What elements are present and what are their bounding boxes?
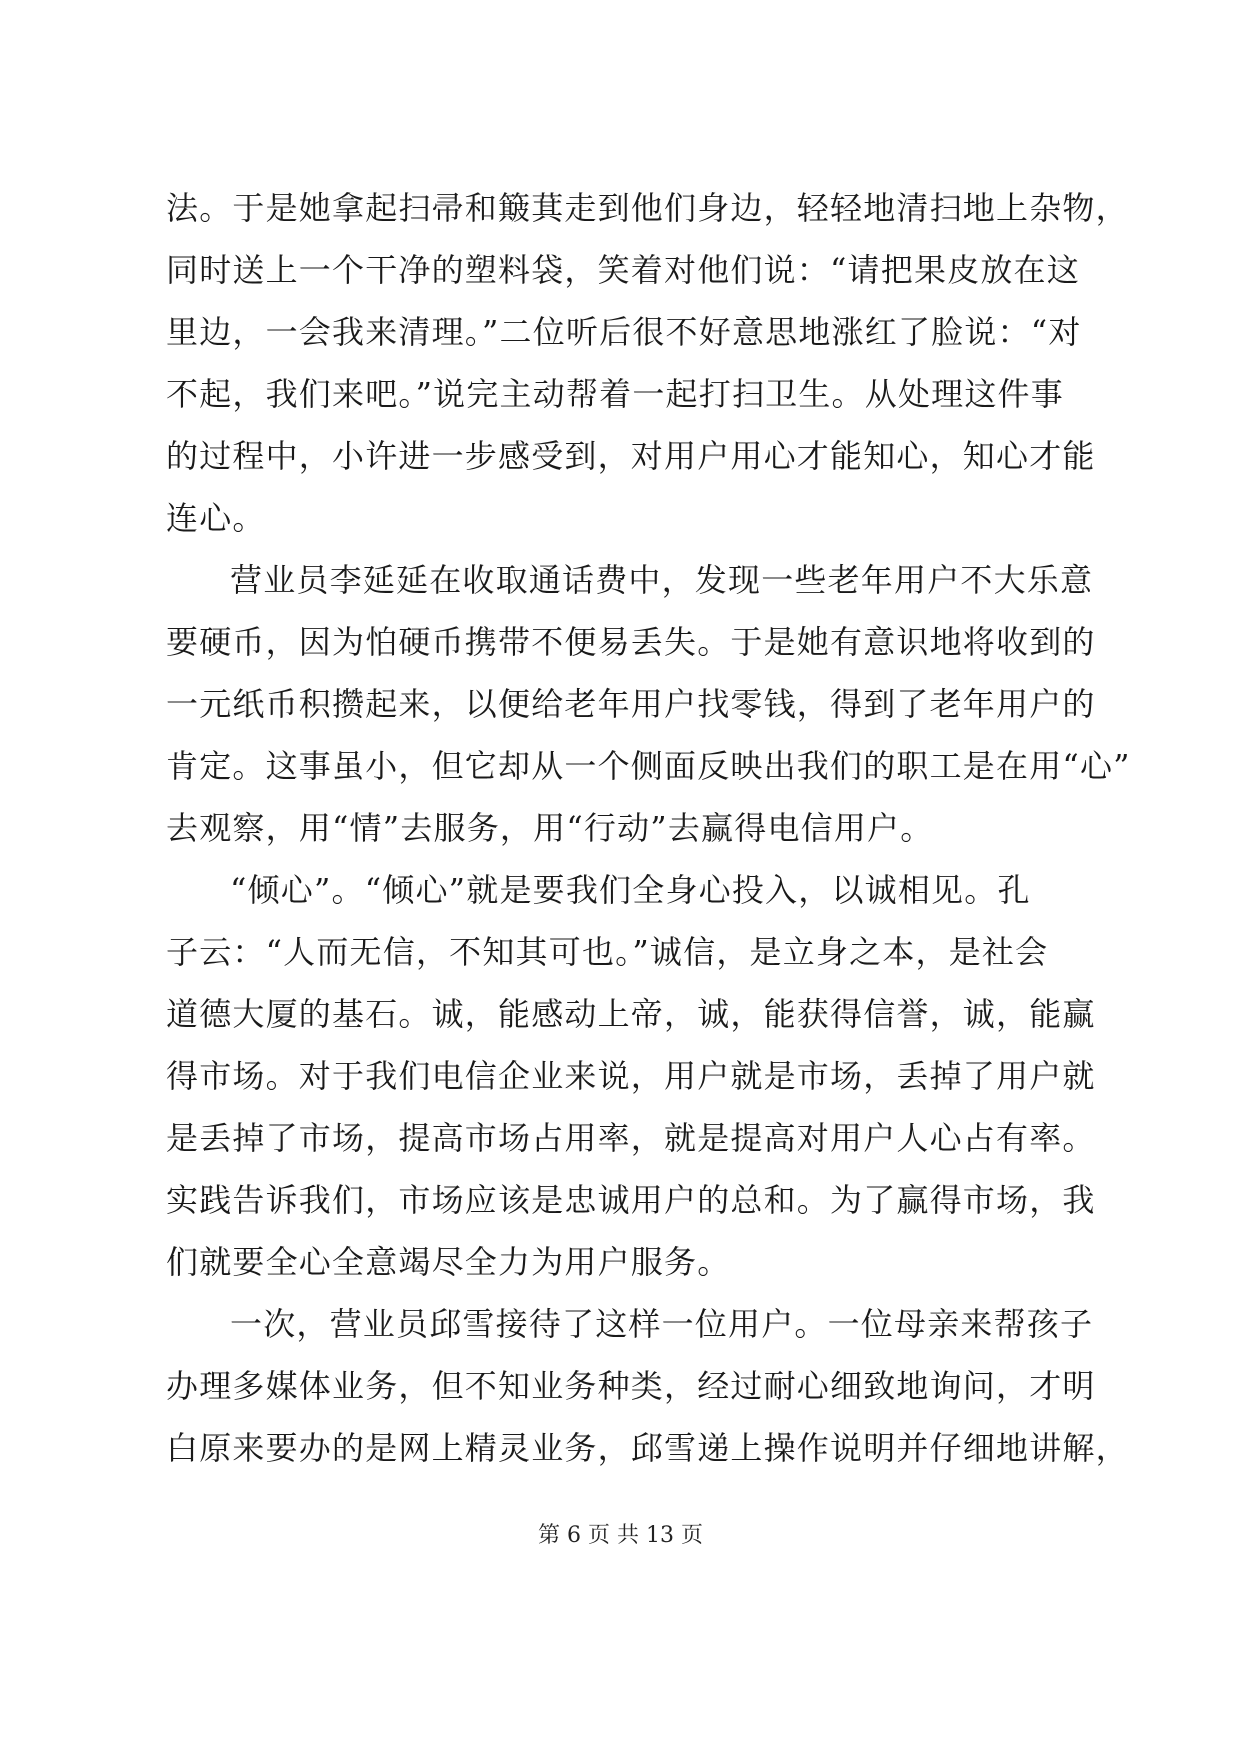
text-line: 不起，我们来吧。”说完主动帮着一起打扫卫生。从处理这件事 xyxy=(166,375,1064,413)
text-line: 连心。 xyxy=(166,499,266,537)
page-number-footer: 第 6 页 共 13 页 xyxy=(538,1523,703,1548)
text-line: 同时送上一个干净的塑料袋，笑着对他们说：“请把果皮放在这 xyxy=(166,251,1080,289)
paragraph-first-line: 一次，营业员邱雪接待了这样一位用户。一位母亲来帮孩子 xyxy=(230,1305,1094,1343)
paragraph-first-line: 营业员李延延在收取通话费中，发现一些老年用户不大乐意 xyxy=(230,561,1094,599)
text-line: 道德大厦的基石。诚，能感动上帝，诚，能获得信誉，诚，能赢 xyxy=(166,995,1096,1033)
text-line: 是丢掉了市场，提高市场占用率，就是提高对用户人心占有率。 xyxy=(166,1119,1096,1157)
text-line: 法。于是她拿起扫帚和簸萁走到他们身边，轻轻地清扫地上杂物， xyxy=(166,189,1129,227)
text-line: 办理多媒体业务，但不知业务种类，经过耐心细致地询问，才明 xyxy=(166,1367,1096,1405)
text-line: 们就要全心全意竭尽全力为用户服务。 xyxy=(166,1243,731,1281)
text-line: 里边，一会我来清理。”二位听后很不好意思地涨红了脸说：“对 xyxy=(166,313,1082,351)
text-line: 去观察，用“情”去服务，用“行动”去赢得电信用户。 xyxy=(166,809,934,847)
text-line: 得市场。对于我们电信企业来说，用户就是市场，丢掉了用户就 xyxy=(166,1057,1096,1095)
text-line: 一元纸币积攒起来，以便给老年用户找零钱，得到了老年用户的 xyxy=(166,685,1096,723)
paragraph-first-line: “倾心”。“倾心”就是要我们全身心投入，以诚相见。孔 xyxy=(230,871,1031,909)
text-line: 的过程中，小许进一步感受到，对用户用心才能知心，知心才能 xyxy=(166,437,1096,475)
text-line: 子云：“人而无信，不知其可也。”诚信，是立身之本，是社会 xyxy=(166,933,1049,971)
text-line: 肯定。这事虽小，但它却从一个侧面反映出我们的职工是在用“心” xyxy=(166,747,1131,785)
text-line: 白原来要办的是网上精灵业务，邱雪递上操作说明并仔细地讲解， xyxy=(166,1429,1129,1467)
text-line: 要硬币，因为怕硬币携带不便易丢失。于是她有意识地将收到的 xyxy=(166,623,1096,661)
text-line: 实践告诉我们，市场应该是忠诚用户的总和。为了赢得市场，我 xyxy=(166,1181,1096,1219)
